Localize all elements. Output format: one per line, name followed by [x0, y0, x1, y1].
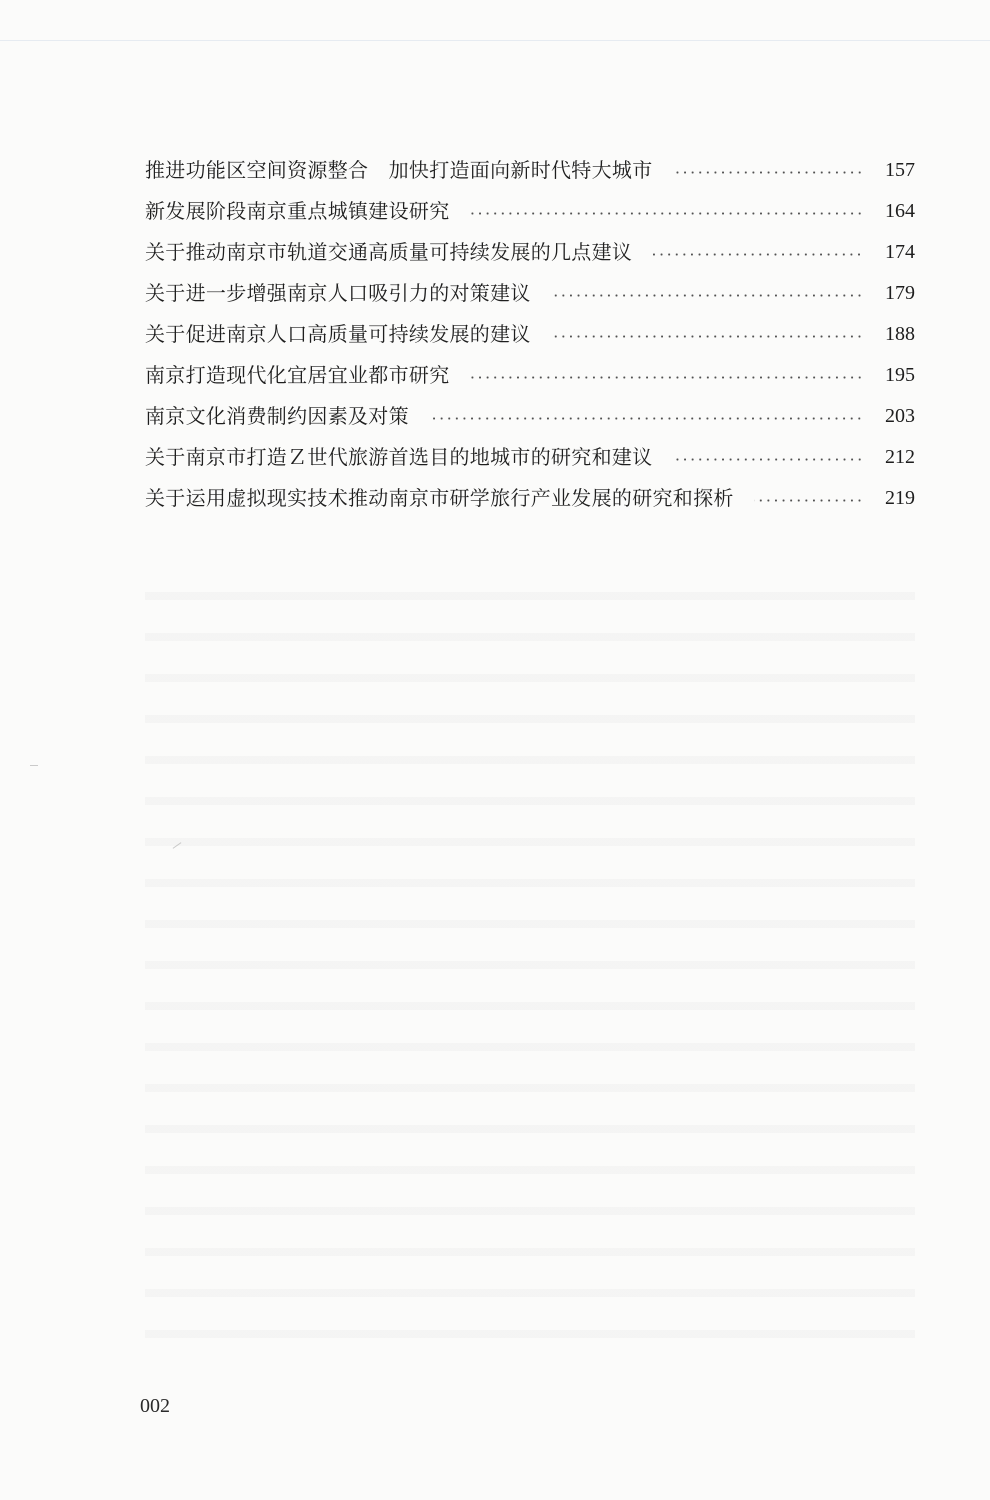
table-of-contents	[145, 150, 915, 519]
toc-entry[interactable]	[145, 355, 915, 396]
page-number: 002	[140, 1395, 170, 1417]
toc-entry[interactable]	[145, 314, 915, 355]
toc-leader-dots	[673, 458, 864, 461]
toc-entry-page: 203	[885, 405, 915, 427]
toc-leader-dots	[754, 499, 863, 502]
toc-entry-title: 关于运用虚拟现实技术推动南京市研学旅行产业发展的研究和探析	[145, 486, 734, 510]
toc-entry-title: 关于进一步增强南京人口吸引力的对策建议	[145, 281, 531, 305]
toc-entry-title: 南京打造现代化宜居宜业都市研究	[145, 363, 450, 387]
toc-entry-page: 174	[885, 241, 915, 263]
toc-entry-page: 188	[885, 323, 915, 345]
scan-edge-line	[0, 40, 990, 41]
toc-entry[interactable]	[145, 273, 915, 314]
toc-leader-dots	[652, 253, 863, 256]
toc-entry-title: 关于推动南京市轨道交通高质量可持续发展的几点建议	[145, 240, 633, 264]
toc-leader-dots	[551, 294, 863, 297]
toc-leader-dots	[429, 417, 863, 420]
bleed-through-background	[145, 578, 915, 1368]
toc-entry-page: 212	[885, 446, 915, 468]
toc-leader-dots	[470, 376, 864, 379]
toc-entry-title: 关于南京市打造Ｚ世代旅游首选目的地城市的研究和建议	[145, 445, 653, 469]
toc-entry-page: 164	[885, 200, 915, 222]
toc-entry[interactable]	[145, 191, 915, 232]
toc-entry-page: 157	[885, 159, 915, 181]
toc-leader-dots	[551, 335, 863, 338]
toc-entry[interactable]	[145, 478, 915, 519]
toc-entry-page: 179	[885, 282, 915, 304]
toc-leader-dots	[470, 212, 864, 215]
toc-entry-page: 195	[885, 364, 915, 386]
toc-entry-page: 219	[885, 487, 915, 509]
toc-entry-title: 推进功能区空间资源整合 加快打造面向新时代特大城市	[145, 158, 653, 182]
scan-speck	[30, 765, 38, 766]
toc-entry[interactable]	[145, 396, 915, 437]
toc-entry-title: 南京文化消费制约因素及对策	[145, 404, 409, 428]
toc-entry[interactable]	[145, 150, 915, 191]
toc-leader-dots	[673, 171, 864, 174]
toc-entry-title: 新发展阶段南京重点城镇建设研究	[145, 199, 450, 223]
toc-entry[interactable]	[145, 437, 915, 478]
toc-entry[interactable]	[145, 232, 915, 273]
toc-entry-title: 关于促进南京人口高质量可持续发展的建议	[145, 322, 531, 346]
